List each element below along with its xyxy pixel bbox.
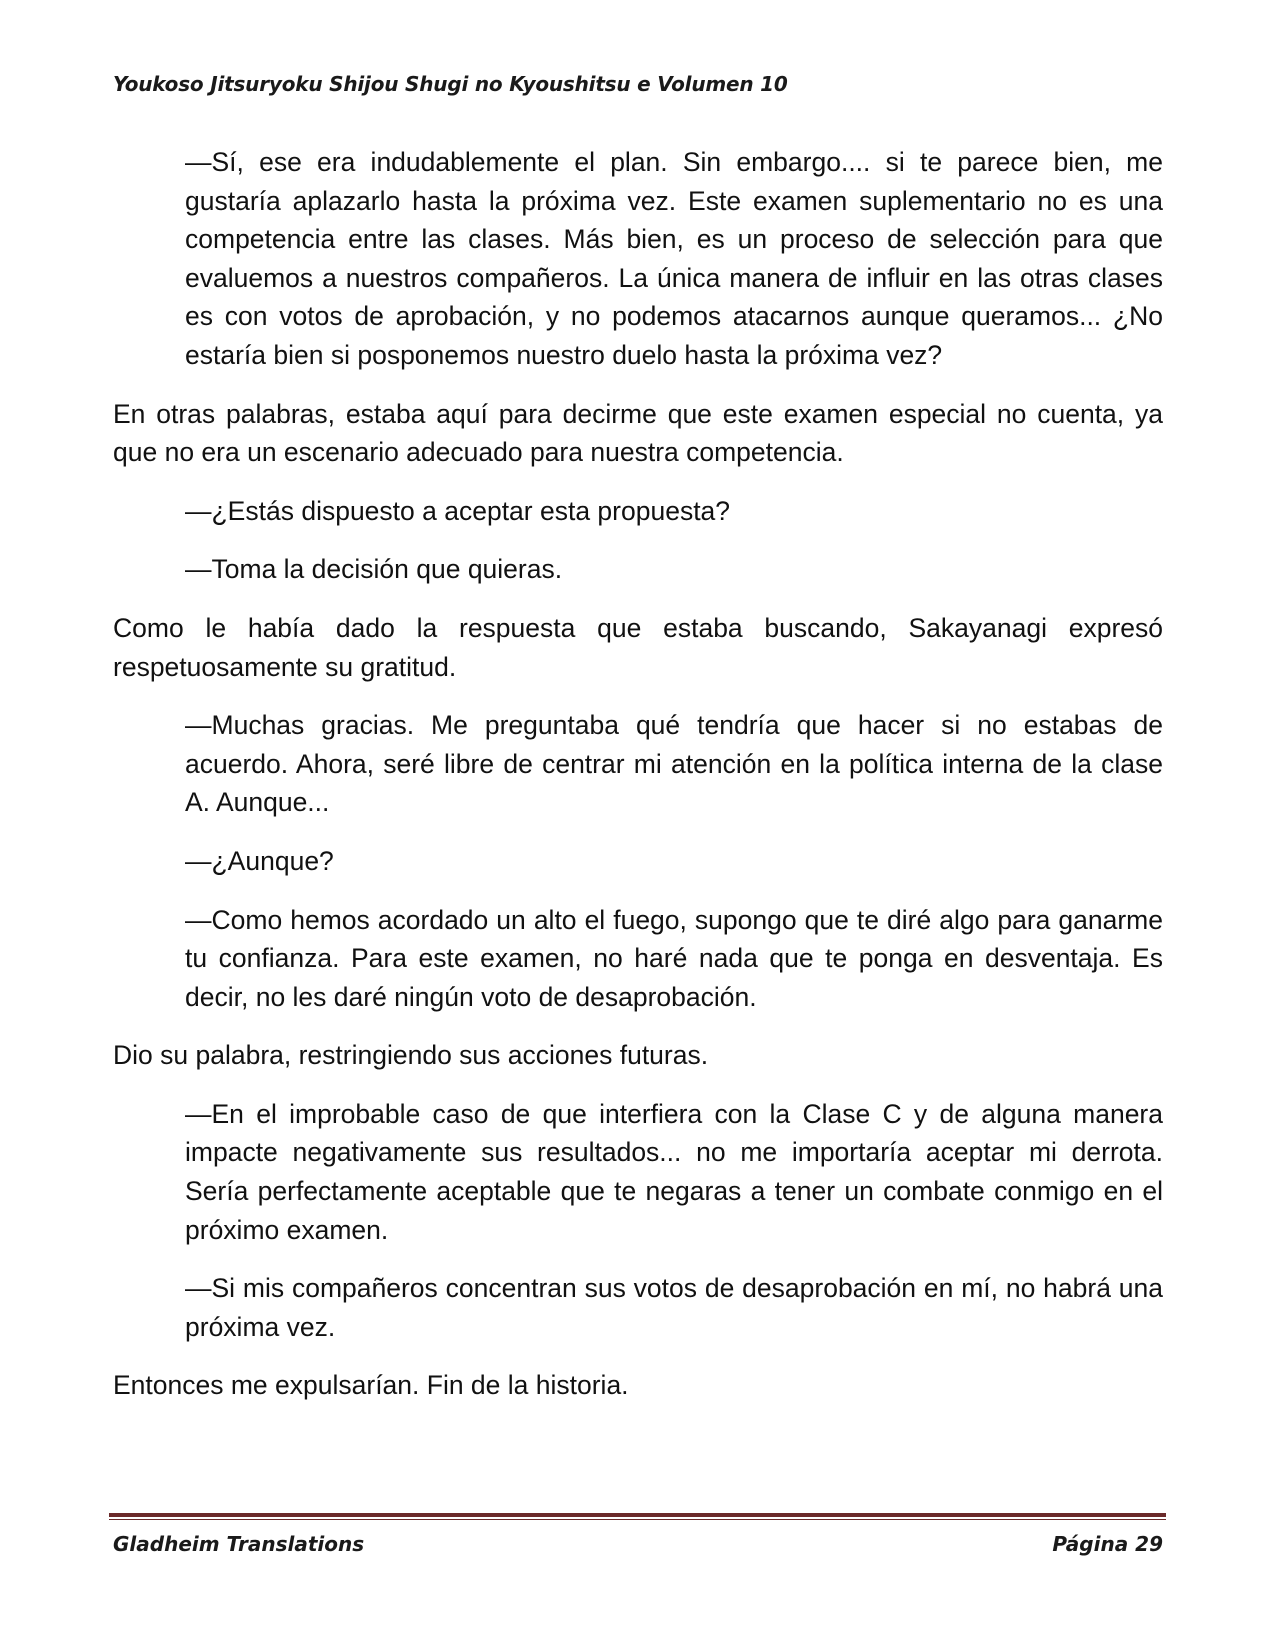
dialogue-paragraph: —Sí, ese era indudablemente el plan. Sin embargo.... si te parece bien, me gustaría aplazarlo hasta la próxima vez. Este examen suplementario no es una competencia entre las clases. Más bien, es un proceso de selección para que evaluemos a nuestros compañeros. La única manera de influir en las otras clases es con votos de aprobación, y no podemos atacarnos aunque queramos... ¿No estaría bien si posponemos nuestro duelo hasta la próxima vez? [185, 147, 1163, 370]
footer-divider-thin [109, 1519, 1166, 1520]
footer-divider [109, 1513, 1166, 1517]
footer-page-number: Página 29 [1052, 1532, 1163, 1556]
dialogue-paragraph: —Como hemos acordado un alto el fuego, supongo que te diré algo para ganarme tu confianza. Para este examen, no haré nada que te ponga en desventaja. Es decir, no les daré ningún voto de desaprobación. [185, 904, 1163, 1012]
dialogue-paragraph: —Toma la decisión que quieras. [185, 554, 563, 585]
narration-paragraph: Entonces me expulsarían. Fin de la historia. [113, 1370, 629, 1401]
dialogue-paragraph: —En el improbable caso de que interfiera con la Clase C y de alguna manera impacte negativamente sus resultados... no me importaría aceptar mi derrota. Sería perfectamente aceptable que te negaras a tener un combate conmigo en el próximo examen. [185, 1098, 1163, 1245]
dialogue-paragraph: —Si mis compañeros concentran sus votos de desaprobación en mí, no habrá una próxima vez. [185, 1273, 1163, 1342]
dialogue-paragraph: —Muchas gracias. Me preguntaba qué tendría que hacer si no estabas de acuerdo. Ahora, seré libre de centrar mi atención en la política interna de la clase A. Aunque... [185, 710, 1163, 818]
dialogue-paragraph: —¿Aunque? [185, 845, 334, 876]
page-body [113, 143, 1163, 1425]
narration-paragraph: Como le había dado la respuesta que estaba buscando, Sakayanagi expresó respetuosamente su gratitud. [113, 612, 1163, 682]
footer-translator-credit: Gladheim Translations [113, 1532, 365, 1556]
dialogue-paragraph: —¿Estás dispuesto a aceptar esta propuesta? [185, 495, 731, 526]
narration-paragraph: En otras palabras, estaba aquí para decirme que este examen especial no cuenta, ya que no era un escenario adecuado para nuestra competencia. [113, 398, 1163, 468]
narration-paragraph: Dio su palabra, restringiendo sus acciones futuras. [113, 1040, 709, 1071]
page-header-title: Youkoso Jitsuryoku Shijou Shugi no Kyoushitsu e Volumen 10 [113, 72, 788, 96]
